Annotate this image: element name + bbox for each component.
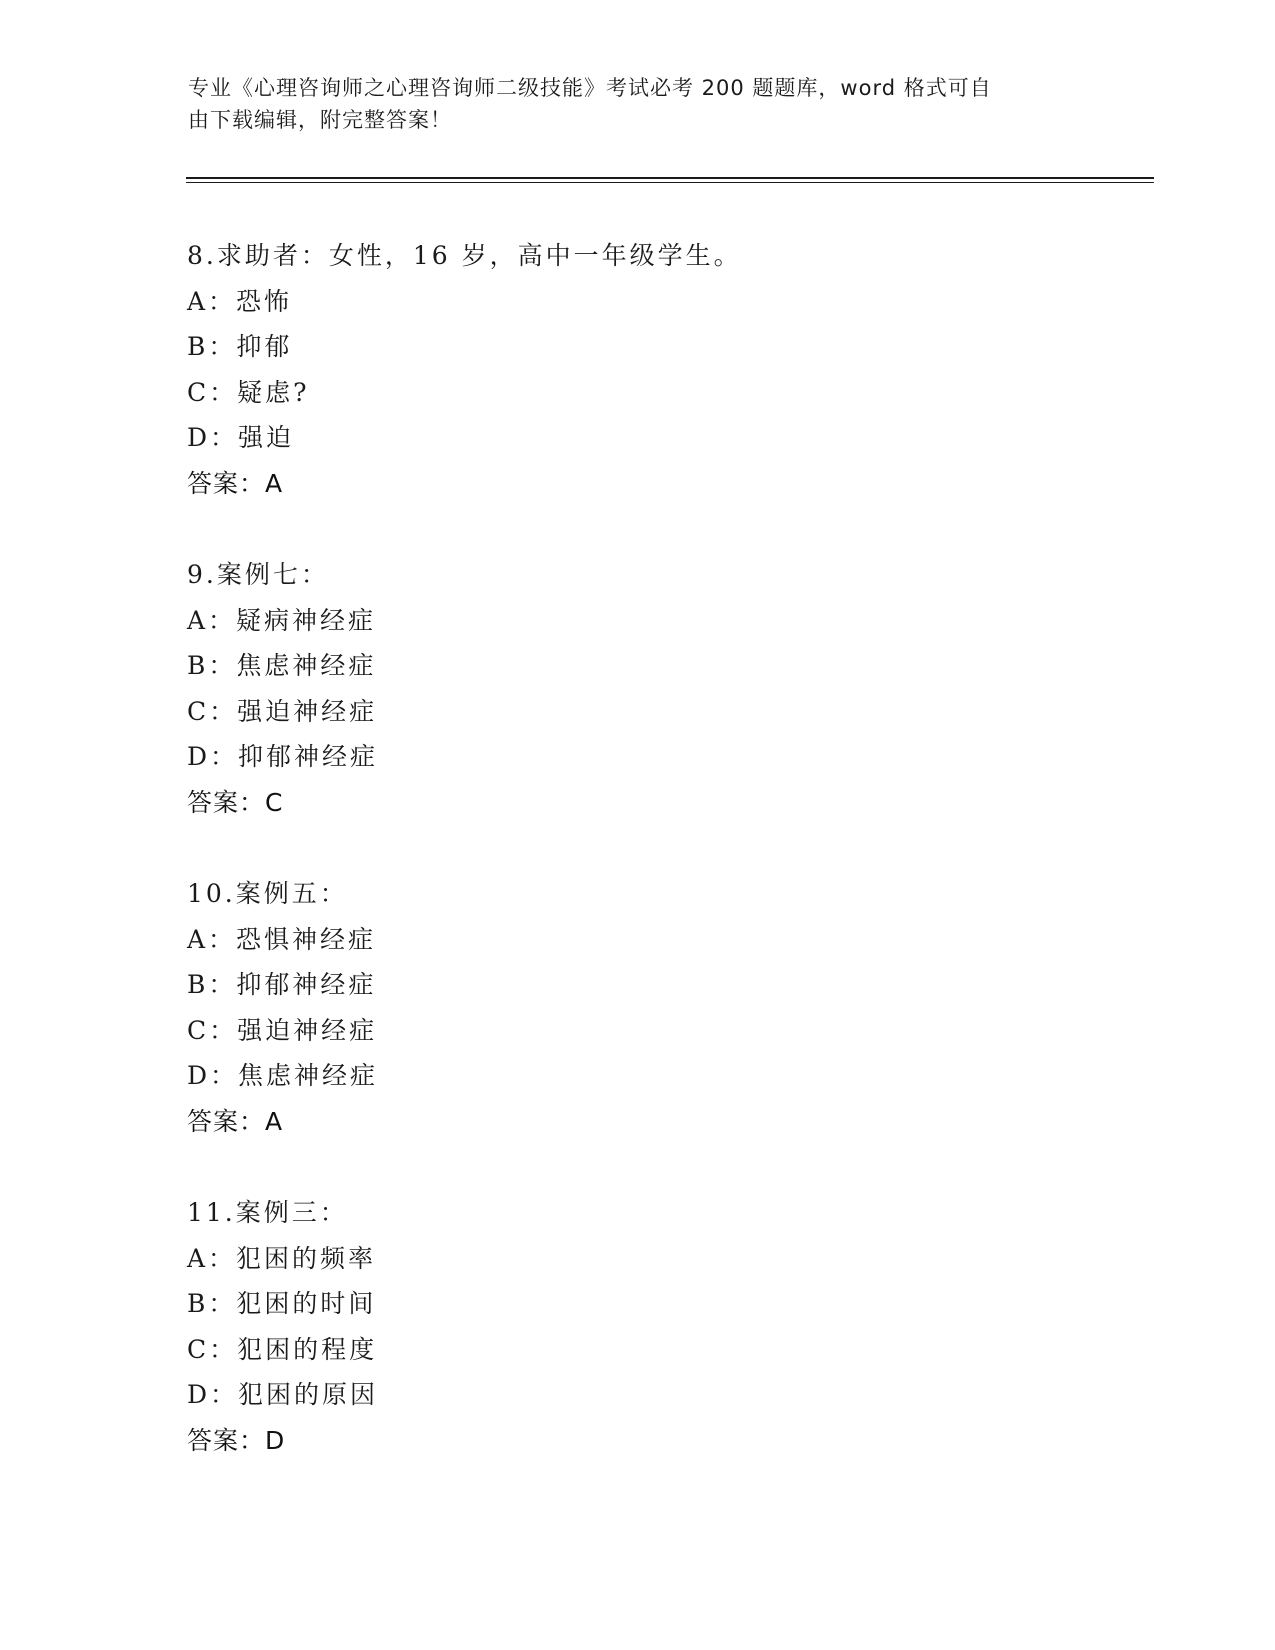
option-a: A：恐惧神经症: [187, 924, 377, 954]
question-block: [187, 552, 378, 825]
question-block: [187, 1190, 378, 1463]
option-b: B：抑郁: [187, 332, 293, 361]
option-a: A：疑病神经症: [187, 605, 377, 635]
header-divider-thin: [186, 182, 1154, 183]
option-d: D：抑郁神经症: [187, 742, 379, 771]
header-line-2: 由下载编辑，附完整答案！: [188, 108, 452, 132]
option-a: A：犯困的频率: [187, 1243, 377, 1273]
header-divider-thick: [186, 177, 1154, 179]
option-c: C：强迫神经症: [187, 1015, 378, 1045]
question-stem: 10.案例五：: [187, 879, 348, 908]
question-block: [187, 871, 378, 1144]
answer-line: 答案：A: [187, 468, 284, 498]
option-d: D：强迫: [187, 423, 295, 452]
question-block: [187, 233, 742, 506]
option-b: B：焦虑神经症: [187, 651, 377, 680]
question-stem: 9.案例七：: [187, 560, 329, 589]
option-d: D：犯困的原因: [187, 1380, 379, 1409]
question-stem: 11.案例三：: [187, 1198, 348, 1227]
option-c: C：犯困的程度: [187, 1334, 378, 1364]
option-b: B：抑郁神经症: [187, 970, 377, 999]
answer-line: 答案：A: [187, 1106, 284, 1136]
option-a: A：恐怖: [187, 286, 293, 316]
option-c: C：强迫神经症: [187, 696, 378, 726]
answer-line: 答案：D: [187, 1425, 286, 1455]
document-header: [188, 72, 1068, 136]
option-c: C：疑虑?: [187, 377, 310, 407]
option-b: B：犯困的时间: [187, 1289, 377, 1318]
option-d: D：焦虑神经症: [187, 1061, 379, 1090]
answer-line: 答案：C: [187, 787, 284, 817]
question-stem: 8.求助者：女性，16 岁，高中一年级学生。: [187, 241, 742, 270]
header-line-1: 专业《心理咨询师之心理咨询师二级技能》考试必考 200 题题库，word 格式可自: [188, 76, 992, 100]
